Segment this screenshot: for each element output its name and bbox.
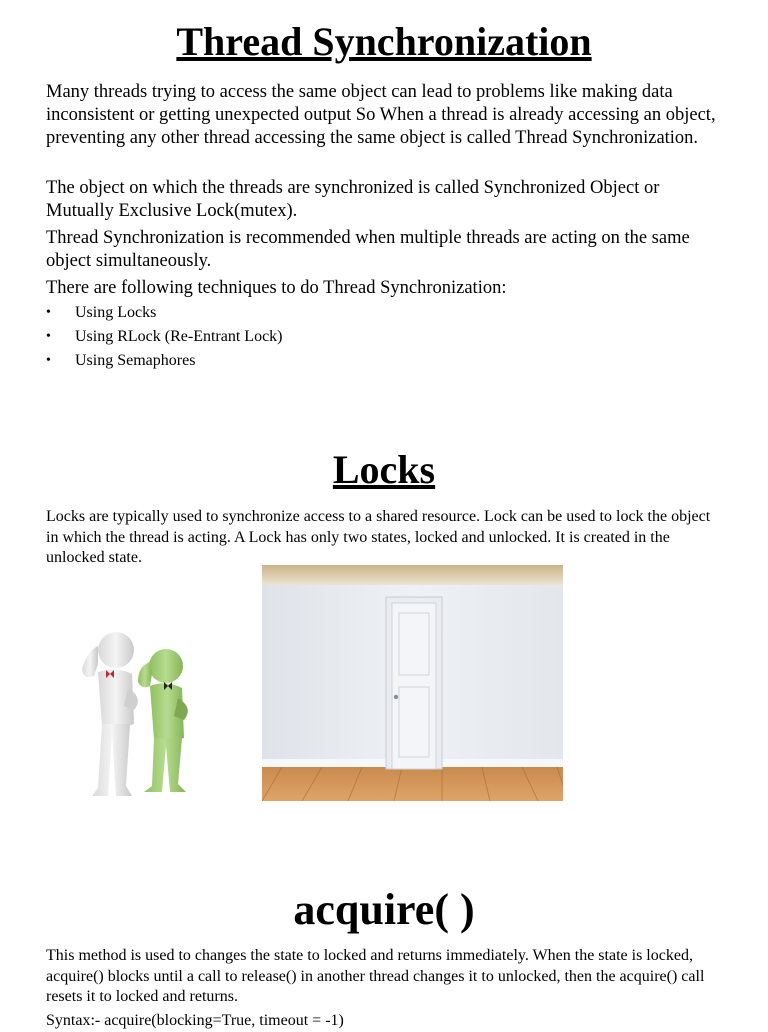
title-thread-synchronization: Thread Synchronization bbox=[176, 19, 592, 64]
techniques-list bbox=[46, 302, 283, 374]
bullet-icon: • bbox=[46, 353, 51, 368]
list-item-locks: • Using Locks bbox=[46, 302, 283, 326]
acquire-syntax: Syntax:- acquire(blocking=True, timeout = -1) bbox=[46, 1012, 344, 1029]
paragraph-techniques-intro: There are following techniques to do Thread Synchronization: bbox=[46, 278, 507, 298]
bullet-icon: • bbox=[46, 329, 51, 344]
paragraph-recommendation: Thread Synchronization is recommended when multiple threads are acting on the same object simultaneously. bbox=[46, 228, 690, 271]
title-locks: Locks bbox=[332, 447, 436, 492]
title-acquire: acquire( ) bbox=[293, 885, 475, 934]
two-people-illustration bbox=[68, 628, 198, 800]
paragraph-locks-description: Locks are typically used to synchronize access to a shared resource. Lock can be used to lock the object in which the thread is acting. A Lock has only two states, locked and unlocked. It is created in the unlocked state. bbox=[46, 508, 711, 566]
bullet-icon: • bbox=[46, 305, 51, 320]
door-room-illustration bbox=[262, 565, 563, 801]
paragraph-definition: Many threads trying to access the same object can lead to problems like making data inconsistent or getting unexpected output So When a thread is already accessing an object, preventing any other thread accessing the same object is called Thread Synchronization. bbox=[46, 82, 716, 148]
paragraph-synchronized-object: The object on which the threads are synchronized is called Synchronized Object or Mutually Exclusive Lock(mutex). bbox=[46, 178, 660, 221]
paragraph-acquire-description: This method is used to changes the state to locked and returns immediately. When the state is locked, acquire() blocks until a call to release() in another thread changes it to unlocked, then the acquire() call resets it to locked and returns. bbox=[46, 947, 705, 1005]
list-item-semaphores: • Using Semaphores bbox=[46, 350, 283, 374]
list-item-rlock: • Using RLock (Re-Entrant Lock) bbox=[46, 326, 283, 350]
